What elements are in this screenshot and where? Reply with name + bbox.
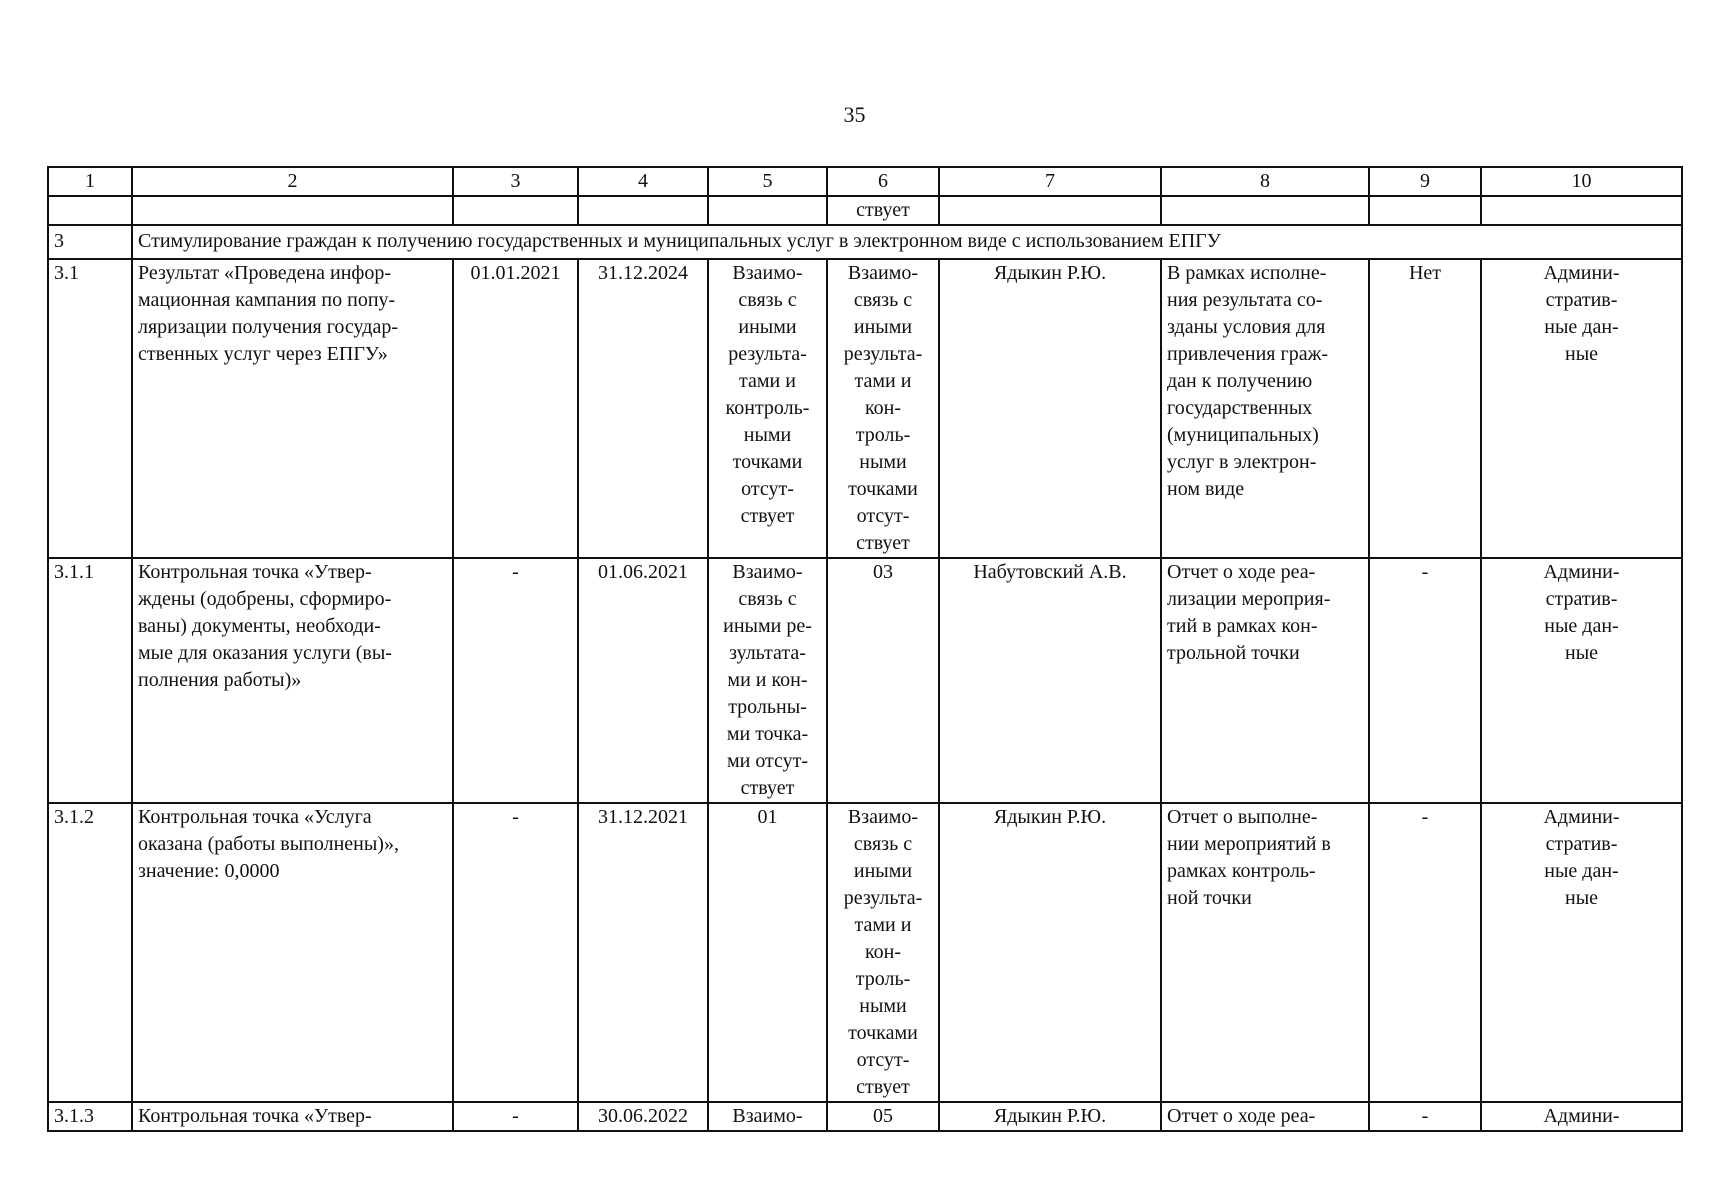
row-col6: Взаимо- связь с иными результа- тами и кон- троль- ными точками отсут- ствует <box>827 803 939 1102</box>
row-responsible: Набутовский А.В. <box>939 558 1161 803</box>
header-cell: 9 <box>1369 167 1481 196</box>
table-cell <box>939 196 1161 225</box>
row-responsible: Ядыкин Р.Ю. <box>939 259 1161 558</box>
row-col9: Нет <box>1369 259 1481 558</box>
table-cell <box>453 196 578 225</box>
row-col10: Админи- стратив- ные дан- ные <box>1481 259 1682 558</box>
table-cell <box>578 196 708 225</box>
row-col5: Взаимо- связь с иными результа- тами и контроль- ными точками отсут- ствует <box>708 259 827 558</box>
row-col5: Взаимо- связь с иными ре- зультата- ми и кон- трольны- ми точка- ми отсут- ствует <box>708 558 827 803</box>
table-row <box>48 259 1682 558</box>
header-cell: 1 <box>48 167 132 196</box>
row-col8: Отчет о выполне- нии мероприятий в рамках контроль- ной точки <box>1161 803 1369 1102</box>
row-responsible: Ядыкин Р.Ю. <box>939 803 1161 1102</box>
row-end-date: 01.06.2021 <box>578 558 708 803</box>
row-start-date: - <box>453 558 578 803</box>
row-col5: Взаимо- <box>708 1102 827 1131</box>
table-row <box>48 558 1682 803</box>
table-row <box>48 803 1682 1102</box>
row-number: 3.1.1 <box>48 558 132 803</box>
table-cell <box>132 196 453 225</box>
row-number: 3.1 <box>48 259 132 558</box>
continuation-row <box>48 196 1682 225</box>
table-cell <box>1481 196 1682 225</box>
row-start-date: 01.01.2021 <box>453 259 578 558</box>
row-responsible: Ядыкин Р.Ю. <box>939 1102 1161 1131</box>
row-col6: 05 <box>827 1102 939 1131</box>
row-col10: Админи- <box>1481 1102 1682 1131</box>
table-cell <box>1369 196 1481 225</box>
header-cell: 3 <box>453 167 578 196</box>
row-name: Контрольная точка «Утвер- ждены (одобрены, сформиро- ваны) документы, необходи- мые для оказания услуги (вы- полнения работы)» <box>132 558 453 803</box>
row-start-date: - <box>453 803 578 1102</box>
header-cell: 5 <box>708 167 827 196</box>
header-cell: 6 <box>827 167 939 196</box>
row-col10: Админи- стратив- ные дан- ные <box>1481 558 1682 803</box>
row-col9: - <box>1369 558 1481 803</box>
row-name: Результат «Проведена инфор- мационная кампания по попу- ляризации получения государ- ственных услуг через ЕПГУ» <box>132 259 453 558</box>
table-row <box>48 1102 1682 1131</box>
section-number: 3 <box>48 225 132 259</box>
table-cell <box>1161 196 1369 225</box>
row-name: Контрольная точка «Утвер- <box>132 1102 453 1131</box>
row-col8: Отчет о ходе реа- <box>1161 1102 1369 1131</box>
page-number: 35 <box>843 102 866 127</box>
table-cell: ствует <box>827 196 939 225</box>
header-cell: 2 <box>132 167 453 196</box>
header-cell: 10 <box>1481 167 1682 196</box>
row-col8: В рамках исполне- ния результата со- зданы условия для привлечения граж- дан к получению государственных (муниципальных) услуг в электрон- ном виде <box>1161 259 1369 558</box>
row-col6: Взаимо- связь с иными результа- тами и кон- троль- ными точками отсут- ствует <box>827 259 939 558</box>
row-col8: Отчет о ходе реа- лизации мероприя- тий в рамках кон- трольной точки <box>1161 558 1369 803</box>
row-col9: - <box>1369 803 1481 1102</box>
row-end-date: 30.06.2022 <box>578 1102 708 1131</box>
header-cell: 8 <box>1161 167 1369 196</box>
header-row <box>48 167 1682 196</box>
results-table <box>47 166 1683 1132</box>
row-col10: Админи- стратив- ные дан- ные <box>1481 803 1682 1102</box>
section-title: Стимулирование граждан к получению государственных и муниципальных услуг в электронном виде с использованием ЕПГУ <box>132 225 1682 259</box>
section-row <box>48 225 1682 259</box>
table-cell <box>48 196 132 225</box>
row-number: 3.1.2 <box>48 803 132 1102</box>
row-col5: 01 <box>708 803 827 1102</box>
row-col9: - <box>1369 1102 1481 1131</box>
row-end-date: 31.12.2021 <box>578 803 708 1102</box>
table-cell <box>708 196 827 225</box>
row-start-date: - <box>453 1102 578 1131</box>
row-number: 3.1.3 <box>48 1102 132 1131</box>
row-name: Контрольная точка «Услуга оказана (работы выполнены)», значение: 0,0000 <box>132 803 453 1102</box>
header-cell: 7 <box>939 167 1161 196</box>
header-cell: 4 <box>578 167 708 196</box>
row-end-date: 31.12.2024 <box>578 259 708 558</box>
row-col6: 03 <box>827 558 939 803</box>
